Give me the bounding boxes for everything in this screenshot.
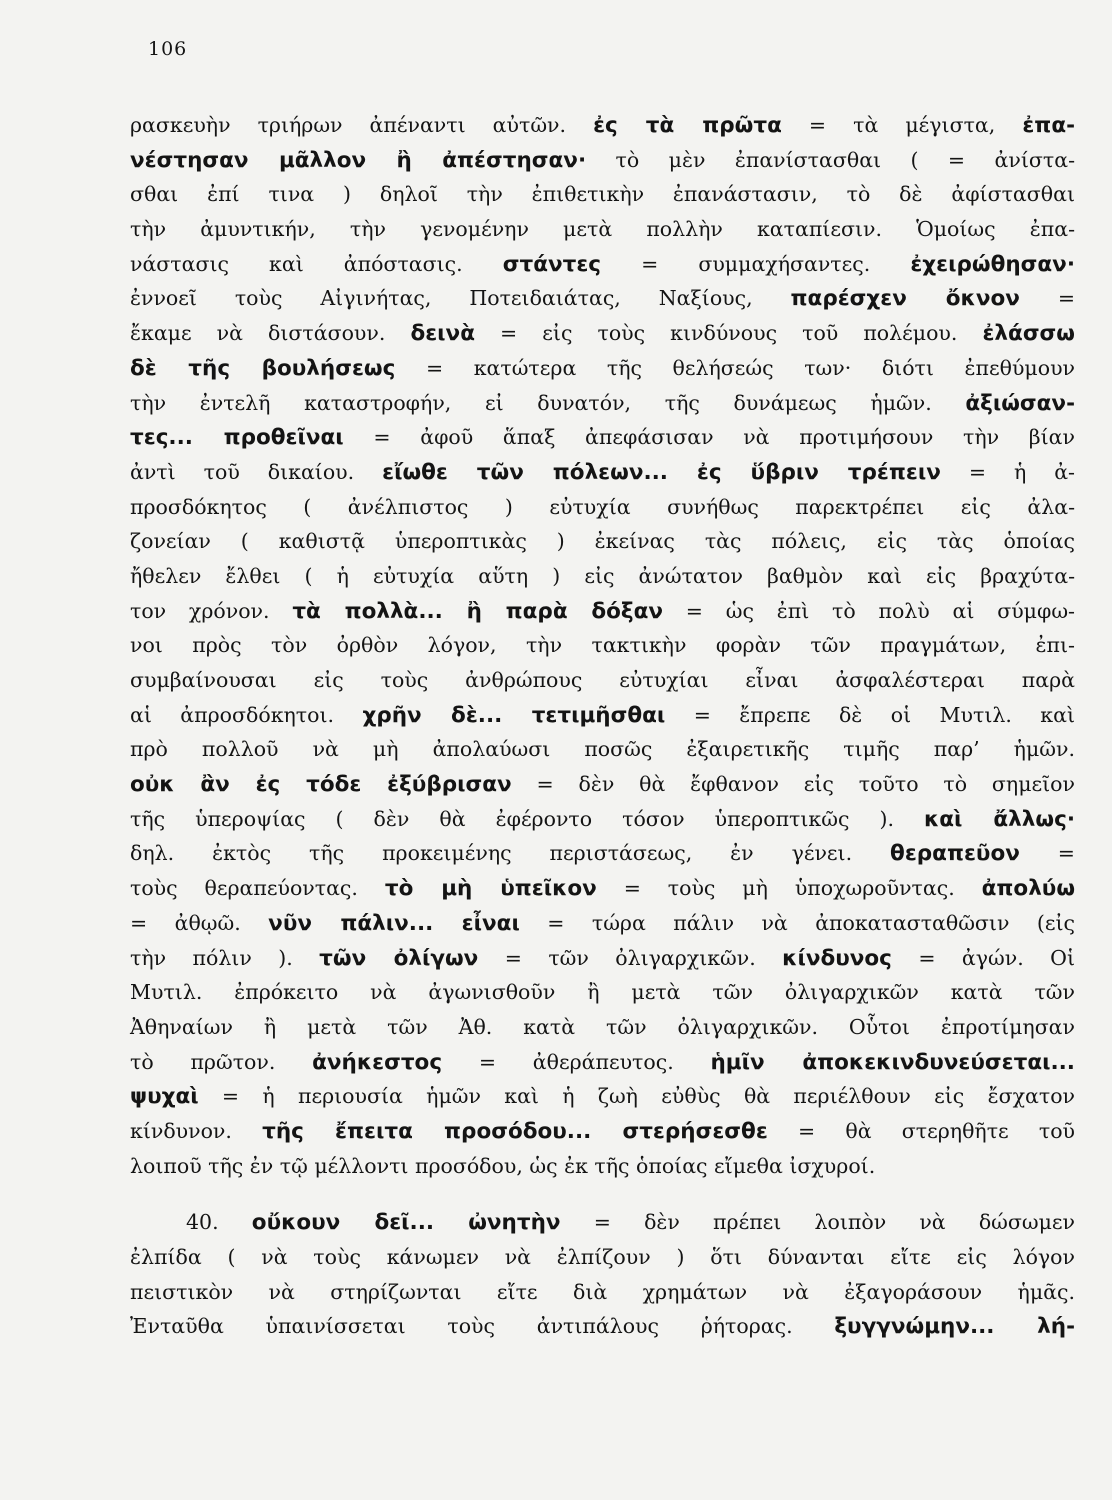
text-line: [130, 767, 1075, 802]
page-text: [130, 108, 1075, 1344]
lemma-bold: τὰ πολλὰ... ἢ παρὰ δόξαν: [292, 598, 663, 624]
gloss-text: τὸ πρῶτον.: [130, 1049, 313, 1074]
lemma-bold: ἐς τὰ πρῶτα: [593, 113, 782, 138]
lemma-bold: ἐχειρώθησαν·: [910, 251, 1075, 277]
gloss-text: = τῶν ὀλιγαρχικῶν.: [478, 945, 783, 970]
gloss-text: λοιποῦ τῆς ἐν τῷ μέλλοντι προσόδου, ὡς ἐκ τῆς ὁποίας εἴμεθα ἰσχυροί.: [130, 1153, 876, 1178]
lemma-bold: ἐπα-: [1022, 113, 1076, 138]
lemma-bold: χρῆν δὲ... τετιμῆσθαι: [362, 702, 666, 728]
gloss-text: = δὲν θὰ ἔφθανον εἰς τοῦτο τὸ σημεῖον: [511, 772, 1075, 797]
gloss-text: ρασκευὴν τριήρων ἀπέναντι αὐτῶν.: [130, 113, 594, 137]
text-line: [130, 108, 1075, 143]
lemma-bold: οὐκ ἂν ἐς τόδε ἐξύβρισαν: [130, 772, 512, 798]
lemma-bold: ἀπολύω: [981, 876, 1075, 902]
lemma-bold: ἡμῖν ἀποκεκινδυνεύσεται...: [710, 1049, 1075, 1075]
gloss-text: = εἰς τοὺς κινδύνους τοῦ πολέμου.: [474, 321, 983, 346]
gloss-text: = ἀγών. Οἱ: [891, 945, 1075, 970]
text-line: [130, 143, 1075, 178]
gloss-text: σθαι ἐπί τινα ) δηλοῖ τὴν ἐπιθετικὴν ἐπανάστασιν, τὸ δὲ ἀφίστασθαι: [130, 182, 1075, 207]
gloss-text: = ἀθῳῶ.: [130, 910, 269, 935]
lemma-bold: νῦν πάλιν... εἶναι: [268, 910, 520, 936]
gloss-text: Μυτιλ. ἐπρόκειτο νὰ ἀγωνισθοῦν ἢ μετὰ τῶν ὀλιγαρχικῶν κατὰ τῶν: [130, 980, 1075, 1005]
gloss-text: τὴν ἐντελῆ καταστροφήν, εἰ δυνατόν, τῆς δυνάμεως ἡμῶν.: [130, 390, 966, 415]
gloss-text: τῆς ὑπεροψίας ( δὲν θὰ ἐφέροντο τόσον ὑπεροπτικῶς ).: [130, 806, 924, 831]
text-line: [130, 1240, 1075, 1275]
gloss-text: Ἐνταῦθα ὑπαινίσσεται τοὺς ἀντιπάλους ῥήτορας.: [130, 1314, 835, 1339]
text-line: [130, 1309, 1075, 1344]
text-line: [130, 524, 1075, 559]
text-line: [130, 247, 1075, 282]
text-line: [130, 212, 1075, 247]
lemma-bold: στάντες: [502, 251, 602, 277]
text-line: [130, 1205, 1075, 1240]
gloss-text: = συμμαχήσαντες.: [601, 251, 911, 276]
lemma-bold: εἴωθε τῶν πόλεων... ἐς ὕβριν τρέπειν: [382, 459, 941, 485]
lemma-bold: οὔκουν δεῖ... ὠνητὴν: [251, 1210, 561, 1236]
text-line: [130, 316, 1075, 351]
text-line: [130, 1149, 1075, 1184]
gloss-text: τὴν ἀμυντικήν, τὴν γενομένην μετὰ πολλὴν καταπίεσιν. Ὁμοίως ἐπα-: [130, 217, 1075, 242]
text-line: [130, 177, 1075, 212]
text-line: [130, 1275, 1075, 1310]
gloss-text: Ἀθηναίων ἢ μετὰ τῶν Ἀθ. κατὰ τῶν ὀλιγαρχικῶν. Οὗτοι ἐπροτίμησαν: [130, 1014, 1075, 1039]
lemma-bold: τῶν ὀλίγων: [319, 945, 479, 971]
gloss-text: = τώρα πάλιν νὰ ἀποκατασταθῶσιν (εἰς: [519, 910, 1075, 935]
lemma-bold: κίνδυνος: [782, 945, 892, 971]
gloss-text: νάστασις καὶ ἀπόστασις.: [130, 251, 503, 276]
lemma-bold: τὸ μὴ ὑπεῖκον: [384, 876, 597, 902]
gloss-text: νοι πρὸς τὸν ὀρθὸν λόγον, τὴν τακτικὴν φορὰν τῶν πραγμάτων, ἐπι-: [130, 633, 1075, 658]
gloss-text: = ἔπρεπε δὲ οἱ Μυτιλ. καὶ: [665, 702, 1075, 727]
lemma-bold: παρέσχεν ὄκνον: [790, 286, 1020, 312]
text-line: [130, 836, 1075, 871]
gloss-text: = τὰ μέγιστα,: [781, 113, 1023, 137]
gloss-text: = ἀθεράπευτος.: [442, 1049, 711, 1074]
gloss-text: = ὡς ἐπὶ τὸ πολὺ αἱ σύμφω-: [663, 598, 1075, 623]
text-line: [130, 802, 1075, 837]
lemma-bold: ἀξιώσαν-: [965, 390, 1075, 416]
lemma-bold: ξυγγνώμην... λή-: [834, 1314, 1076, 1340]
text-line: [130, 871, 1075, 906]
gloss-text: ἤθελεν ἔλθει ( ἡ εὐτυχία αὕτη ) εἰς ἀνώτατον βαθμὸν καὶ εἰς βραχύτα-: [130, 563, 1075, 588]
lemma-bold: δὲ τῆς βουλήσεως: [130, 355, 396, 381]
text-line: [130, 941, 1075, 976]
gloss-text: πειστικὸν νὰ στηρίζωνται εἴτε διὰ χρημάτων νὰ ἐξαγοράσουν ἡμᾶς.: [130, 1279, 1075, 1304]
text-line: [130, 663, 1075, 698]
text-line: [130, 420, 1075, 455]
gloss-text: ἐννοεῖ τοὺς Αἰγινήτας, Ποτειδαιάτας, Ναξίους,: [130, 286, 791, 311]
lemma-bold: θεραπεῦον: [890, 841, 1020, 867]
gloss-text: τὴν πόλιν ).: [130, 945, 320, 970]
gloss-text: 40.: [186, 1210, 252, 1235]
text-line: [130, 698, 1075, 733]
gloss-text: =: [1019, 841, 1075, 866]
gloss-text: = κατώτερα τῆς θελήσεώς των· διότι ἐπεθύμουν: [395, 355, 1075, 380]
paragraph-gap: [130, 1183, 1075, 1205]
gloss-text: = δὲν πρέπει λοιπὸν νὰ δώσωμεν: [560, 1210, 1075, 1235]
text-line: [130, 1114, 1075, 1149]
text-line: [130, 386, 1075, 421]
gloss-text: ἐλπίδα ( νὰ τοὺς κάνωμεν νὰ ἐλπίζουν ) ὅτι δύνανται εἴτε εἰς λόγον: [130, 1245, 1075, 1269]
gloss-text: ἔκαμε νὰ διστάσουν.: [130, 321, 411, 346]
text-line: [130, 351, 1075, 386]
gloss-text: = ἡ ἀ-: [940, 459, 1075, 484]
gloss-text: = ἡ περιουσία ἡμῶν καὶ ἡ ζωὴ εὐθὺς θὰ περιέλθουν εἰς ἔσχατον: [198, 1084, 1075, 1109]
gloss-text: δηλ. ἐκτὸς τῆς προκειμένης περιστάσεως, ἐν γένει.: [130, 841, 891, 866]
text-line: [130, 975, 1075, 1010]
lemma-bold: ἐλάσσω: [982, 321, 1075, 347]
text-line: [130, 559, 1075, 594]
text-line: [130, 1010, 1075, 1045]
lemma-bold: νέστησαν μᾶλλον ἢ ἀπέστησαν·: [130, 147, 587, 173]
text-line: [130, 1079, 1075, 1114]
lemma-bold: ἀνήκεστος: [312, 1049, 443, 1075]
text-line: [130, 732, 1075, 767]
gloss-text: ζονείαν ( καθιστᾷ ὑπεροπτικὰς ) ἐκείνας τὰς πόλεις, εἰς τὰς ὁποίας: [130, 529, 1075, 554]
text-line: [130, 906, 1075, 941]
gloss-text: προσδόκητος ( ἀνέλπιστος ) εὐτυχία συνήθως παρεκτρέπει εἰς ἀλα-: [130, 494, 1075, 519]
gloss-text: = ἀφοῦ ἅπαξ ἀπεφάσισαν νὰ προτιμήσουν τὴν βίαν: [343, 425, 1075, 450]
gloss-text: αἱ ἀπροσδόκητοι.: [130, 702, 363, 727]
gloss-text: ἀντὶ τοῦ δικαίου.: [130, 459, 383, 484]
text-line: [130, 594, 1075, 629]
text-line: [130, 281, 1075, 316]
lemma-bold: δεινὰ: [410, 321, 475, 347]
gloss-text: = τοὺς μὴ ὑποχωροῦντας.: [596, 876, 982, 901]
gloss-text: πρὸ πολλοῦ νὰ μὴ ἀπολαύωσι ποσῶς ἐξαιρετικῆς τιμῆς παρ’ ἡμῶν.: [130, 737, 1075, 762]
gloss-text: συμβαίνουσαι εἰς τοὺς ἀνθρώπους εὐτυχίαι εἶναι ἀσφαλέστεραι παρὰ: [130, 668, 1075, 692]
gloss-text: =: [1019, 286, 1075, 311]
gloss-text: τοὺς θεραπεύοντας.: [130, 876, 385, 901]
text-line: [130, 490, 1075, 525]
lemma-bold: ψυχαὶ: [130, 1084, 199, 1110]
gloss-text: τον χρόνον.: [130, 598, 293, 623]
gloss-text: τὸ μὲν ἐπανίστασθαι ( = ἀνίστα-: [586, 147, 1075, 172]
page-number: 106: [148, 38, 188, 60]
lemma-bold: καὶ ἄλλως·: [924, 806, 1075, 832]
lemma-bold: τῆς ἔπειτα προσόδου... στερήσεσθε: [262, 1118, 768, 1144]
text-line: [130, 455, 1075, 490]
gloss-text: κίνδυνον.: [130, 1118, 263, 1143]
text-line: [130, 628, 1075, 663]
lemma-bold: τες... προθεῖναι: [130, 425, 344, 451]
text-line: [130, 1045, 1075, 1080]
gloss-text: = θὰ στερηθῆτε τοῦ: [767, 1118, 1076, 1143]
